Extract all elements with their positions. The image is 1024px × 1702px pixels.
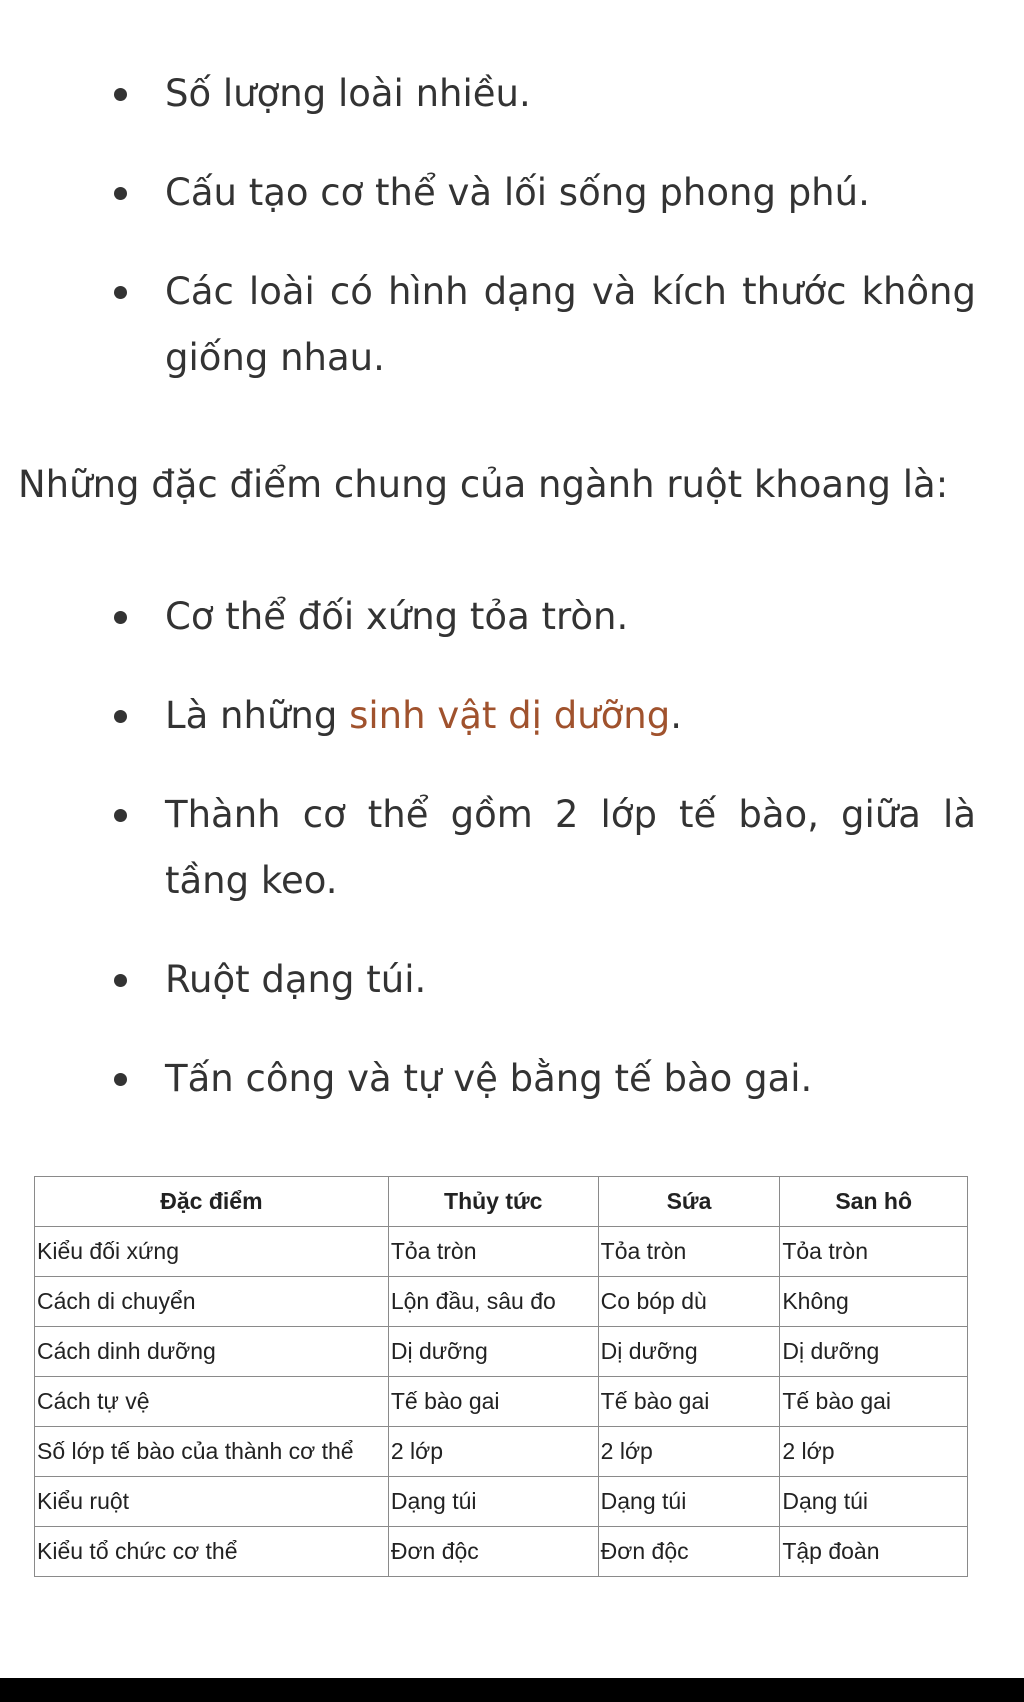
bullet-dot-icon (114, 611, 127, 624)
table-cell: Không (780, 1277, 968, 1327)
heterotroph-link[interactable]: sinh vật dị dưỡng (349, 694, 671, 737)
table-cell: Kiểu tổ chức cơ thể (35, 1527, 389, 1577)
table-cell: Đơn độc (598, 1527, 780, 1577)
header-cell: Sứa (598, 1177, 780, 1227)
table-row (35, 1527, 968, 1577)
table-cell: Dạng túi (388, 1477, 598, 1527)
list-item-text: Cấu tạo cơ thể và lối sống phong phú. (165, 171, 870, 214)
header-cell: San hô (780, 1177, 968, 1227)
bullet-dot-icon (114, 974, 127, 987)
common-features-list (0, 584, 1024, 1145)
list-item-text: Cơ thể đối xứng tỏa tròn. (165, 595, 629, 638)
list-item-text-prefix: Là những (165, 694, 350, 737)
table-cell: Dị dưỡng (598, 1327, 780, 1377)
table-cell: Dị dưỡng (780, 1327, 968, 1377)
table-cell: Tỏa tròn (388, 1227, 598, 1277)
table-cell: 2 lớp (780, 1427, 968, 1477)
table-cell: Cách tự vệ (35, 1377, 389, 1427)
list-item-text: Ruột dạng túi. (165, 958, 427, 1001)
table-cell: Tế bào gai (780, 1377, 968, 1427)
table-cell: Cách di chuyển (35, 1277, 389, 1327)
table-cell: Kiểu ruột (35, 1477, 389, 1527)
table-row (35, 1227, 968, 1277)
table-cell: Dạng túi (780, 1477, 968, 1527)
comparison-table (34, 1176, 968, 1577)
list-item-text: Tấn công và tự vệ bằng tế bào gai. (165, 1057, 813, 1100)
table-row (35, 1327, 968, 1377)
list-item (0, 61, 1024, 127)
table-row (35, 1277, 968, 1327)
list-item (0, 584, 1024, 650)
table-cell: Dị dưỡng (388, 1327, 598, 1377)
list-item (0, 782, 1024, 914)
table-cell: Tế bào gai (598, 1377, 780, 1427)
table-cell: Co bóp dù (598, 1277, 780, 1327)
bullet-dot-icon (114, 286, 127, 299)
table-header-row (35, 1177, 968, 1227)
bullet-dot-icon (114, 710, 127, 723)
table-cell: Tỏa tròn (598, 1227, 780, 1277)
list-item (0, 947, 1024, 1013)
list-item-text-suffix: . (670, 694, 682, 737)
table-cell: Dạng túi (598, 1477, 780, 1527)
header-cell: Đặc điểm (35, 1177, 389, 1227)
bullet-dot-icon (114, 809, 127, 822)
table-cell: Tỏa tròn (780, 1227, 968, 1277)
list-item-text: Số lượng loài nhiều. (165, 72, 531, 115)
list-item (0, 683, 1024, 749)
table-row (35, 1477, 968, 1527)
bullet-dot-icon (114, 88, 127, 101)
table-cell: Số lớp tế bào của thành cơ thể (35, 1427, 389, 1477)
characteristics-list (0, 61, 1024, 391)
bullet-dot-icon (114, 1073, 127, 1086)
table-cell: Lộn đầu, sâu đo (388, 1277, 598, 1327)
header-cell: Thủy tức (388, 1177, 598, 1227)
bullet-dot-icon (114, 187, 127, 200)
list-item-text: Thành cơ thể gồm 2 lớp tế bào, giữa là tầng keo. (165, 793, 976, 902)
table-cell: Tế bào gai (388, 1377, 598, 1427)
list-item (0, 160, 1024, 226)
table-cell: Đơn độc (388, 1527, 598, 1577)
table-row (35, 1377, 968, 1427)
table-cell: 2 lớp (388, 1427, 598, 1477)
list-item (0, 259, 1024, 391)
table-cell: Cách dinh dưỡng (35, 1327, 389, 1377)
list-item-text: Các loài có hình dạng và kích thước không giống nhau. (165, 270, 976, 379)
list-item (0, 1046, 1024, 1112)
section-heading: Những đặc điểm chung của ngành ruột khoang là: (18, 463, 949, 506)
table-row (35, 1427, 968, 1477)
table-cell: Kiểu đối xứng (35, 1227, 389, 1277)
table-cell: Tập đoàn (780, 1527, 968, 1577)
bottom-bar (0, 1678, 1024, 1702)
table-cell: 2 lớp (598, 1427, 780, 1477)
